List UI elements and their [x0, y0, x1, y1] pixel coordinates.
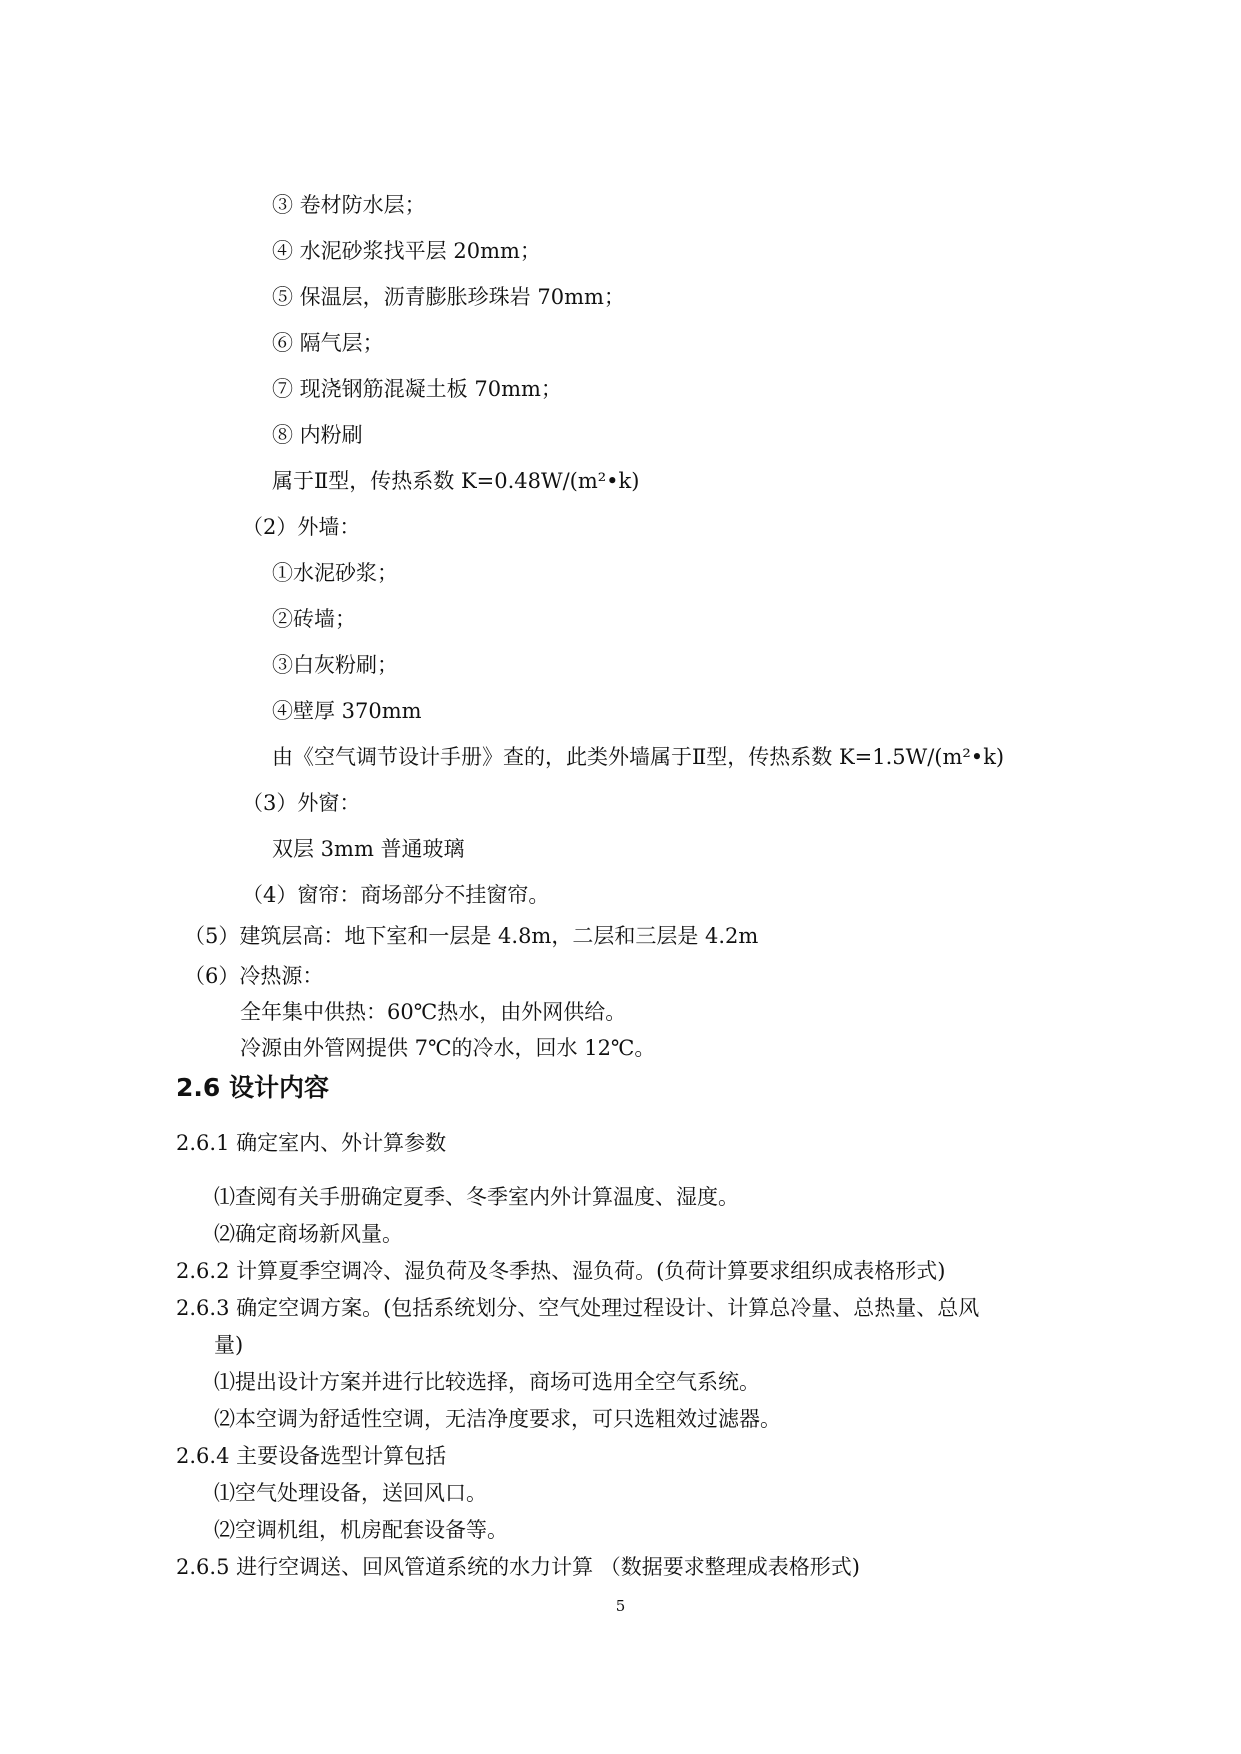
s261-item-2: ⑵确定商场新风量。 [214, 1222, 403, 1246]
s263-item-2: ⑵本空调为舒适性空调，无洁净度要求，可只选粗效过滤器。 [214, 1407, 781, 1431]
subsection-2-6-5: 2.6.5 进行空调送、回风管道系统的水力计算 （数据要求整理成表格形式) [176, 1555, 860, 1579]
roof-layer-4: ④ 水泥砂浆找平层 20mm； [272, 239, 541, 263]
subsection-2-6-3: 2.6.3 确定空调方案。(包括系统划分、空气处理过程设计、计算总冷量、总热量、总风 [176, 1296, 980, 1320]
roof-layer-6: ⑥ 隔气层； [272, 331, 384, 355]
wall-note: 由《空气调节设计手册》查的，此类外墙属于Ⅱ型，传热系数 K=1.5W/(m²•k) [272, 745, 1005, 769]
floor-height-line: （5）建筑层高：地下室和一层是 4.8m，二层和三层是 4.2m [184, 924, 759, 948]
window-note: 双层 3mm 普通玻璃 [272, 837, 465, 861]
subsection-2-6-4: 2.6.4 主要设备选型计算包括 [176, 1444, 447, 1468]
s263-item-1: ⑴提出设计方案并进行比较选择，商场可选用全空气系统。 [214, 1370, 760, 1394]
page-number: 5 [615, 1597, 626, 1615]
source-cold: 冷源由外管网提供 7℃的冷水，回水 12℃。 [240, 1036, 656, 1060]
wall-title: （2）外墙： [242, 515, 361, 539]
subsection-2-6-2: 2.6.2 计算夏季空调冷、湿负荷及冬季热、湿负荷。(负荷计算要求组织成表格形式) [176, 1259, 946, 1283]
wall-layer-1: ①水泥砂浆； [272, 561, 398, 585]
curtain-line: （4）窗帘：商场部分不挂窗帘。 [242, 883, 550, 907]
roof-layer-5: ⑤ 保温层，沥青膨胀珍珠岩 70mm； [272, 285, 625, 309]
s264-item-1: ⑴空气处理设备，送回风口。 [214, 1481, 487, 1505]
roof-layer-8: ⑧ 内粉刷 [272, 423, 363, 447]
subsection-2-6-1: 2.6.1 确定室内、外计算参数 [176, 1131, 447, 1155]
roof-layer-7: ⑦ 现浇钢筋混凝土板 70mm； [272, 377, 562, 401]
roof-layer-3: ③ 卷材防水层； [272, 193, 426, 217]
roof-note: 属于Ⅱ型，传热系数 K=0.48W/(m²•k) [272, 469, 640, 493]
window-title: （3）外窗： [242, 791, 361, 815]
section-heading: 2.6 设计内容 [176, 1073, 329, 1102]
s264-item-2: ⑵空调机组，机房配套设备等。 [214, 1518, 508, 1542]
s261-item-1: ⑴查阅有关手册确定夏季、冬季室内外计算温度、湿度。 [214, 1185, 739, 1209]
source-heat: 全年集中供热：60℃热水，由外网供给。 [240, 1000, 627, 1024]
wall-layer-2: ②砖墙； [272, 607, 356, 631]
wall-layer-3: ③白灰粉刷； [272, 653, 398, 677]
wall-layer-4: ④壁厚 370mm [272, 699, 422, 723]
source-title: （6）冷热源： [184, 964, 324, 988]
subsection-2-6-3-cont: 量) [214, 1333, 244, 1357]
